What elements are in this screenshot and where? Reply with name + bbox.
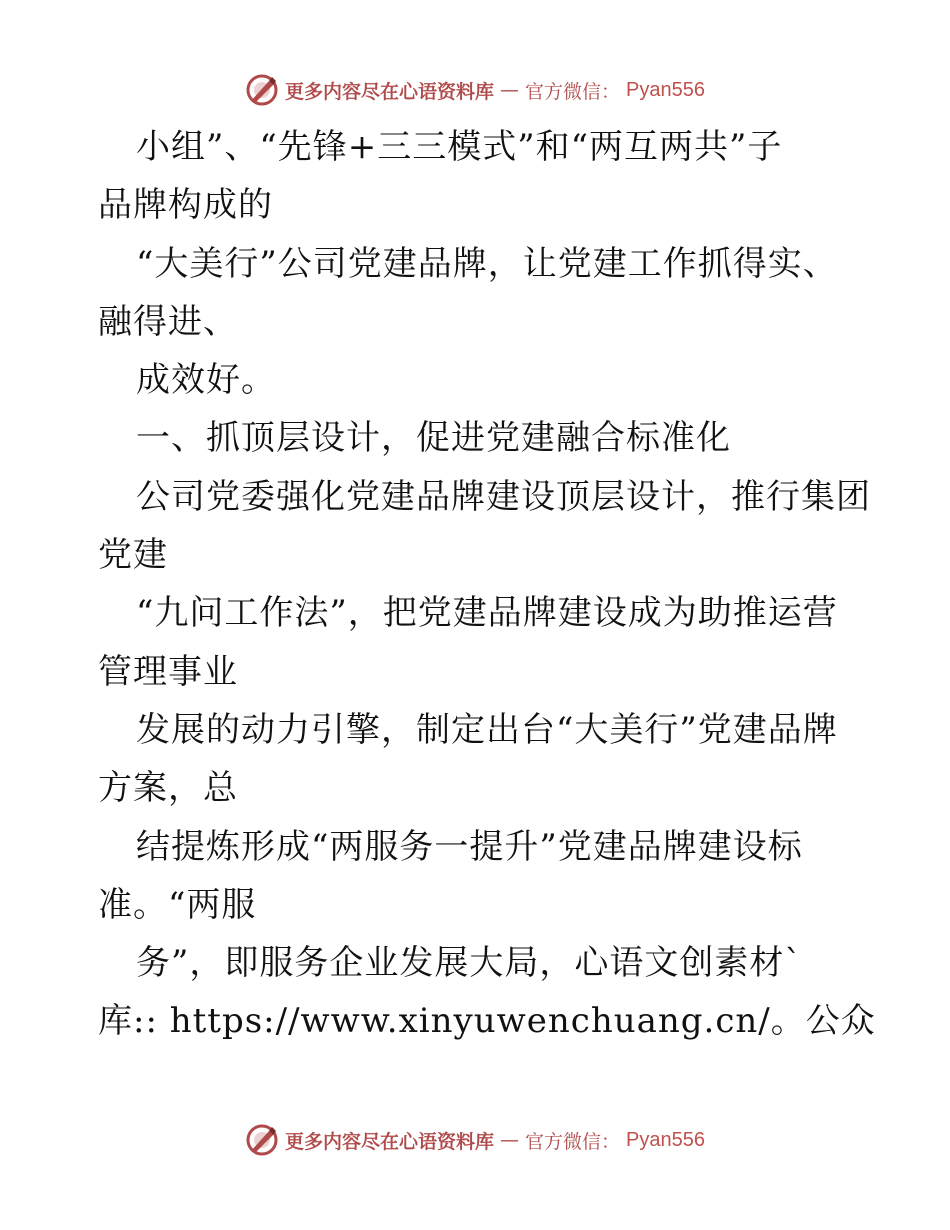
body-line: 党建 — [98, 535, 168, 576]
section-heading: 一、抓顶层设计，促进党建融合标准化 — [136, 418, 731, 459]
pen-seal-icon — [245, 1123, 279, 1157]
body-line: 成效好。 — [136, 360, 276, 401]
watermark-account: Pyan556 — [626, 78, 705, 101]
body-line: 品牌构成的 — [98, 185, 273, 226]
body-line: 务”，即服务企业发展大局，心语文创素材` — [136, 943, 803, 984]
body-line: 发展的动力引擎，制定出台“大美行”党建品牌 — [136, 709, 838, 750]
body-line: 准。“两服 — [98, 884, 257, 925]
watermark-brand-text: 更多内容尽在心语资料库 — [285, 80, 495, 103]
body-line: 方案，总 — [98, 768, 238, 809]
body-line: 库:: https://www.xinyuwenchuang.cn/。公众 — [98, 1001, 876, 1042]
body-line: “九问工作法”，把党建品牌建设成为助推运营 — [136, 593, 838, 634]
body-line: 公司党委强化党建品牌建设顶层设计，推行集团 — [136, 476, 871, 517]
watermark-brand-text: 更多内容尽在心语资料库 — [285, 1130, 495, 1153]
body-line: 结提炼形成“两服务一提升”党建品牌建设标 — [136, 826, 803, 867]
watermark-label: 官方微信： — [525, 1130, 621, 1153]
footer-watermark — [0, 1120, 950, 1160]
body-line: 管理事业 — [98, 651, 238, 692]
body-line: 融得进、 — [98, 301, 238, 342]
header-watermark — [0, 70, 950, 110]
body-line: 小组”、“先锋+三三模式”和“两互两共”子 — [136, 127, 783, 167]
pen-seal-icon — [245, 73, 279, 107]
watermark-label: 官方微信： — [525, 80, 621, 103]
document-body — [98, 118, 876, 1051]
body-line: “大美行”公司党建品牌，让党建工作抓得实、 — [136, 243, 838, 284]
watermark-dash: — — [500, 79, 520, 101]
watermark-account: Pyan556 — [626, 1128, 705, 1151]
watermark-dash: — — [500, 1129, 520, 1151]
